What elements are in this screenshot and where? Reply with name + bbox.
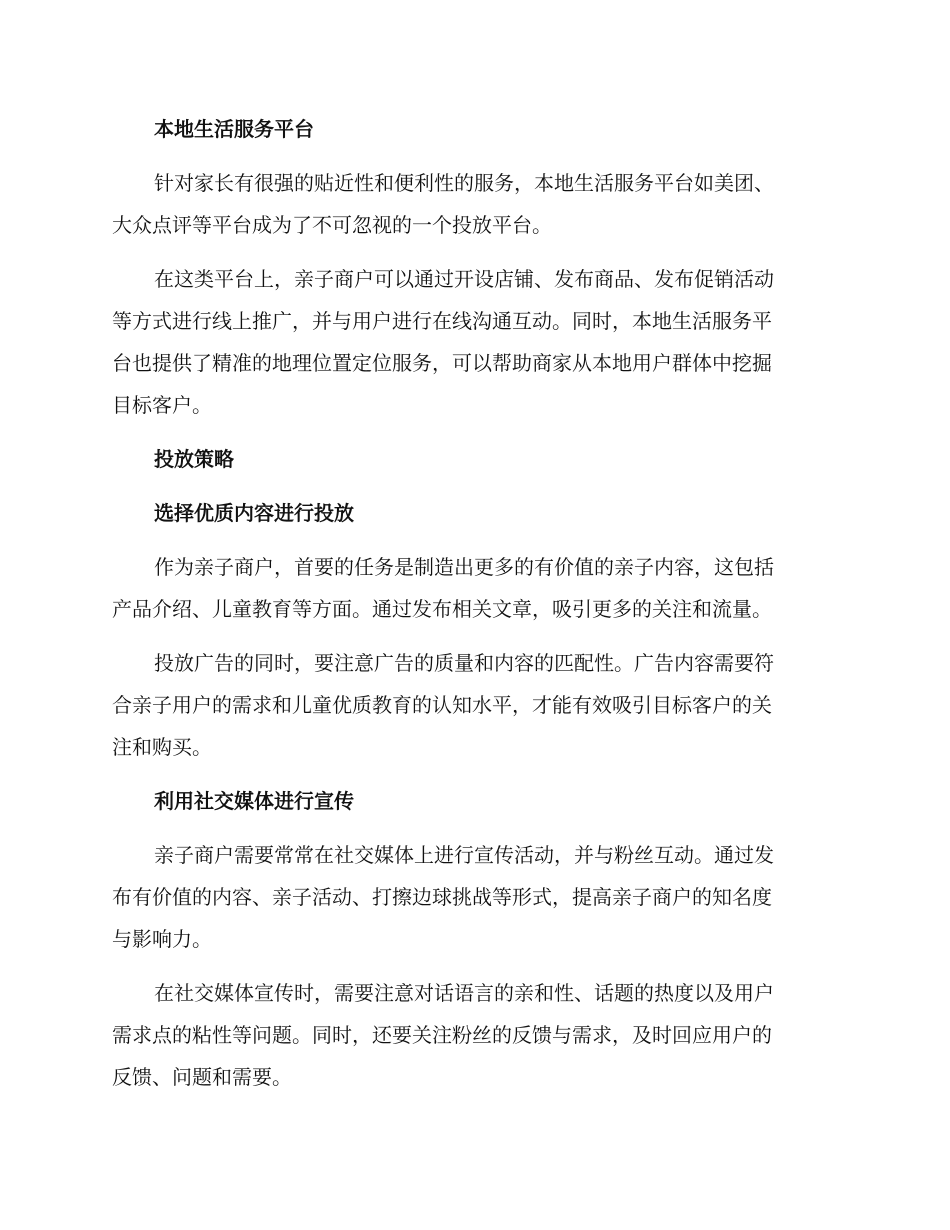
paragraph-line: 与影响力。 — [112, 927, 212, 951]
section-heading-quality-content: 选择优质内容进行投放 — [154, 501, 354, 525]
document-body — [112, 108, 832, 1098]
paragraph-line: 投放广告的同时，要注意广告的质量和内容的匹配性。广告内容需要符 — [154, 651, 774, 675]
paragraph-line: 亲子商户需要常常在社交媒体上进行宣传活动，并与粉丝互动。通过发 — [154, 843, 774, 867]
paragraph-line: 反馈、问题和需要。 — [112, 1065, 292, 1089]
section-heading-social-media: 利用社交媒体进行宣传 — [154, 789, 354, 813]
paragraph — [112, 162, 832, 246]
section-heading-placement-strategy: 投放策略 — [154, 447, 234, 471]
paragraph-line: 大众点评等平台成为了不可忽视的一个投放平台。 — [112, 213, 552, 237]
paragraph-line: 台也提供了精准的地理位置定位服务，可以帮助商家从本地用户群体中挖掘 — [112, 351, 772, 375]
paragraph — [112, 834, 832, 960]
paragraph — [112, 642, 832, 768]
section-heading-local-life-platform: 本地生活服务平台 — [154, 117, 314, 141]
paragraph-line: 在社交媒体宣传时，需要注意对话语言的亲和性、话题的热度以及用户 — [154, 981, 774, 1005]
paragraph-line: 合亲子用户的需求和儿童优质教育的认知水平，才能有效吸引目标客户的关 — [112, 693, 772, 717]
paragraph-line: 注和购买。 — [112, 735, 212, 759]
paragraph-line: 需求点的粘性等问题。同时，还要关注粉丝的反馈与需求，及时回应用户的 — [112, 1023, 772, 1047]
paragraph-line: 在这类平台上，亲子商户可以通过开设店铺、发布商品、发布促销活动 — [154, 267, 774, 291]
paragraph-line: 目标客户。 — [112, 393, 212, 417]
paragraph-line: 等方式进行线上推广，并与用户进行在线沟通互动。同时，本地生活服务平 — [112, 309, 772, 333]
paragraph — [112, 546, 832, 630]
paragraph-line: 针对家长有很强的贴近性和便利性的服务，本地生活服务平台如美团、 — [154, 171, 774, 195]
paragraph-line: 作为亲子商户，首要的任务是制造出更多的有价值的亲子内容，这包括 — [154, 555, 774, 579]
paragraph-line: 布有价值的内容、亲子活动、打擦边球挑战等形式，提高亲子商户的知名度 — [112, 885, 772, 909]
paragraph — [112, 972, 832, 1098]
paragraph-line: 产品介绍、儿童教育等方面。通过发布相关文章，吸引更多的关注和流量。 — [112, 597, 772, 621]
paragraph — [112, 258, 832, 426]
